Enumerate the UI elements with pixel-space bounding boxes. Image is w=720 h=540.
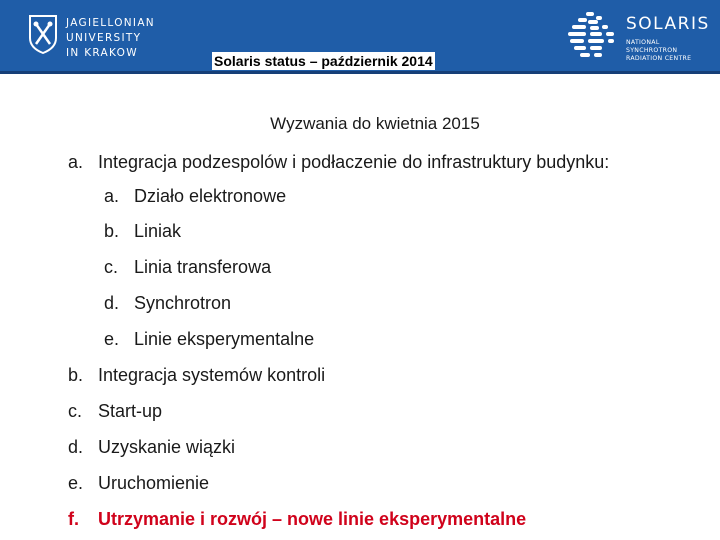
section-heading: Wyzwania do kwietnia 2015: [270, 114, 480, 133]
sub-list-item: [104, 293, 231, 314]
solaris-logo: [566, 10, 710, 62]
list-item-text: Start-up: [98, 401, 163, 421]
list-item: [68, 437, 235, 458]
list-item-text: Uruchomienie: [98, 473, 210, 493]
list-item-text: Integracja systemów kontroli: [98, 365, 326, 385]
sub-list-item: [104, 257, 271, 278]
slide-title: Solaris status – październik 2014: [214, 53, 433, 69]
list-marker: e.: [104, 329, 120, 349]
university-crest-icon: [28, 14, 58, 54]
list-item-text: Synchrotron: [134, 293, 232, 313]
header-divider: [0, 71, 720, 74]
list-marker: d.: [104, 293, 120, 313]
list-item: [68, 152, 609, 173]
solaris-subtitle-line2: RADIATION CENTRE: [626, 55, 692, 62]
highlighted-list-item: [68, 509, 526, 530]
header-bar: [0, 0, 720, 74]
list-marker: c.: [68, 401, 83, 421]
solaris-subtitle-line1: NATIONAL SYNCHROTRON: [626, 39, 678, 54]
list-item-text: Linia transferowa: [134, 257, 272, 277]
jagiellonian-university-logo: [28, 12, 228, 62]
list-item-text: Liniak: [134, 221, 182, 241]
list-marker: a.: [68, 152, 84, 172]
solaris-wordmark: SOLARIS: [626, 14, 710, 34]
list-item: [68, 473, 209, 494]
list-item: [68, 365, 325, 386]
list-marker: a.: [104, 186, 120, 206]
list-marker: b.: [68, 365, 84, 385]
sub-list-item: [104, 329, 314, 350]
list-item: [68, 401, 162, 422]
university-name-line2: IN KRAKOW: [66, 47, 138, 59]
list-item-text: Uzyskanie wiązki: [98, 437, 236, 457]
solaris-sun-icon: [566, 10, 620, 62]
list-item-text: Utrzymanie i rozwój – nowe linie eksperymentalne: [98, 509, 527, 529]
list-marker: f.: [68, 509, 79, 529]
university-name-line1: JAGIELLONIAN UNIVERSITY: [66, 17, 155, 44]
list-marker: d.: [68, 437, 84, 457]
list-marker: c.: [104, 257, 119, 277]
list-item-text: Integracja podzespolów i podłaczenie do infrastruktury budynku:: [98, 152, 610, 172]
list-marker: e.: [68, 473, 84, 493]
sub-list-item: [104, 186, 286, 207]
sub-list-item: [104, 221, 181, 242]
list-item-text: Działo elektronowe: [134, 186, 287, 206]
list-item-text: Linie eksperymentalne: [134, 329, 315, 349]
list-marker: b.: [104, 221, 120, 241]
